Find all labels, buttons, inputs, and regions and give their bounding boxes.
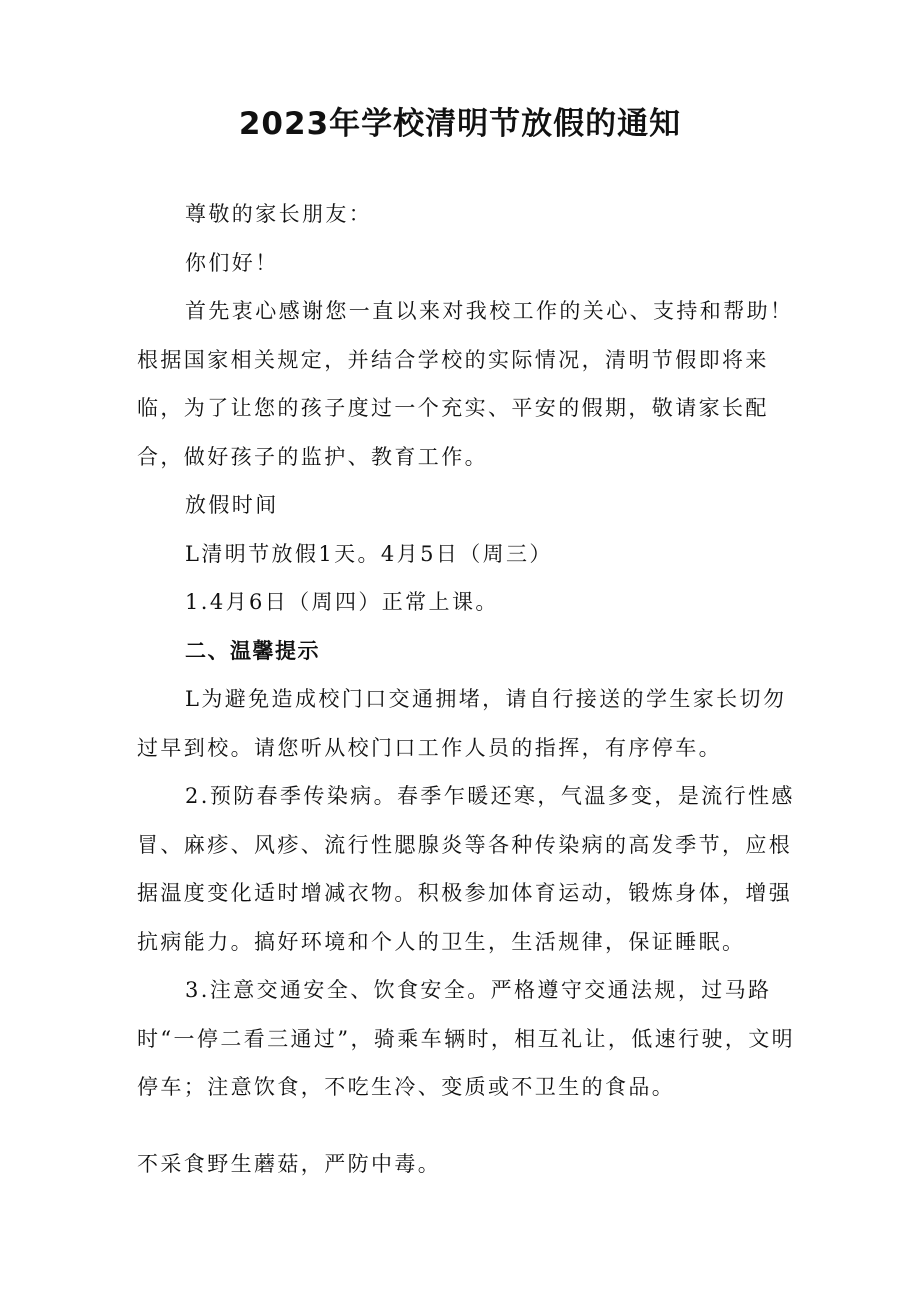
intro-paragraph: 首先衷心感谢您一直以来对我校工作的关心、支持和帮助！根据国家相关规定，并结合学校的实际情况，清明节假即将来临，为了让您的孩子度过一个充实、平安的假期，敬请家长配合，做好孩子的监护、教育工作。 xyxy=(137,299,794,469)
section-2-item-1: L为避免造成校门口交通拥堵，请自行接送的学生家长切勿过早到校。请您听从校门口工作人员的指挥，有序停车。 xyxy=(137,687,787,760)
section-1-title: 放假时间 xyxy=(185,493,279,517)
section-2-title: 二、温馨提示 xyxy=(185,638,320,663)
section-1-item-2: 1.4月6日（周四）正常上课。 xyxy=(185,590,499,614)
closing-line: 不采食野生蘑菇，严防中毒。 xyxy=(137,1151,442,1176)
section-1-item-1: L清明节放假1天。4月5日（周三） xyxy=(185,541,553,566)
section-2-item-2: 2.预防春季传染病。春季乍暖还寒，气温多变，是流行性感冒、麻疹、风疹、流行性腮腺炎等各种传染病的高发季节，应根据温度变化适时增减衣物。积极参加体育运动，锻炼身体，增强抗病能力。搞好环境和个人的卫生，生活规律，保证睡眠。 xyxy=(137,784,795,954)
document-body xyxy=(137,190,797,1188)
page-title: 2023年学校清明节放假的通知 xyxy=(238,106,682,142)
hello: 你们好！ xyxy=(185,250,279,275)
greeting: 尊敬的家长朋友： xyxy=(185,202,373,226)
section-2-item-3: 3.注意交通安全、饮食安全。严格遵守交通法规，过马路时“一停二看三通过”，骑乘车辆时，相互礼让，低速行驶，文明停车；注意饮食，不吃生冷、变质或不卫生的食品。 xyxy=(137,978,796,1099)
